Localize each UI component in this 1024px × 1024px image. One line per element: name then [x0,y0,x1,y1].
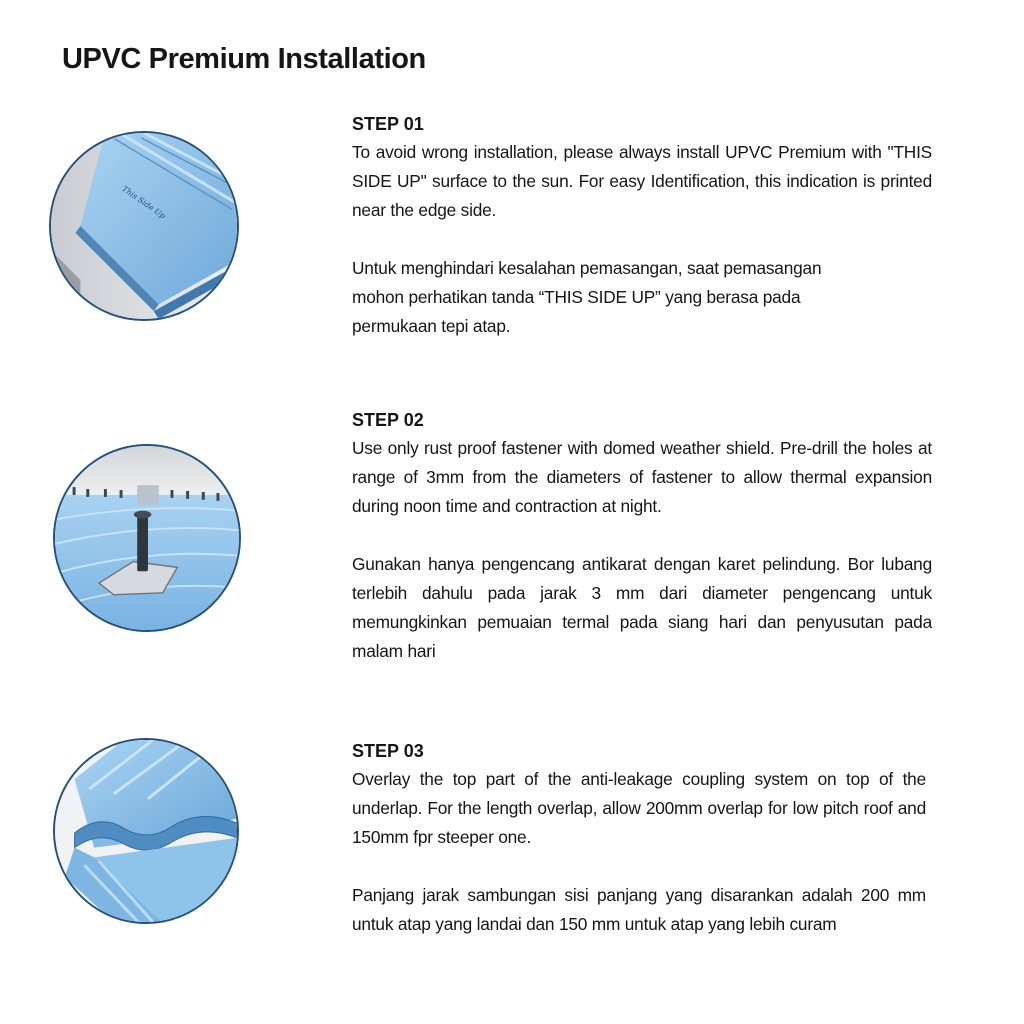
page-title: UPVC Premium Installation [62,43,426,75]
this-side-up-roof-illustration [49,131,239,321]
step-03 [352,737,926,939]
step-heading: STEP 02 [352,410,424,430]
step-heading: STEP 01 [352,114,424,134]
step-text-english: Use only rust proof fastener with domed weather shield. Pre-drill the holes at range of 3mm from the diameters of fastener to allow thermal expansion during noon time and contraction at night. [352,438,932,516]
step-text-indonesian: Panjang jarak sambungan sisi panjang yang disarankan adalah 200 mm untuk atap yang landai dan 150 mm untuk atap yang lebih curam [352,885,926,934]
fastener-illustration [53,444,241,632]
step-text-indonesian: Gunakan hanya pengencang antikarat dengan karet pelindung. Bor lubang terlebih dahulu pada jarak 3 mm dari diameter pengencang untuk memungkinkan pemuaian termal pada siang hari dan penyusutan pada malam hari [352,554,932,661]
overlap-coupling-illustration [53,738,239,924]
step-text-english: To avoid wrong installation, please always install UPVC Premium with "THIS SIDE UP" surface to the sun. For easy Identification, this indication is printed near the edge side. [352,142,932,220]
step-heading: STEP 03 [352,741,424,761]
this-side-up-mark: This Side Up [120,184,168,221]
step-text-indonesian: Untuk menghindari kesalahan pemasangan, saat pemasangan mohon perhatikan tanda “THIS SIDE UP” yang berasa pada permukaan tepi atap. [352,258,822,336]
step-text-english: Overlay the top part of the anti-leakage coupling system on top of the underlap. For the length overlap, allow 200mm overlap for low pitch roof and 150mm fpr steeper one. [352,769,926,847]
step-02 [352,406,932,666]
step-01 [352,110,932,341]
